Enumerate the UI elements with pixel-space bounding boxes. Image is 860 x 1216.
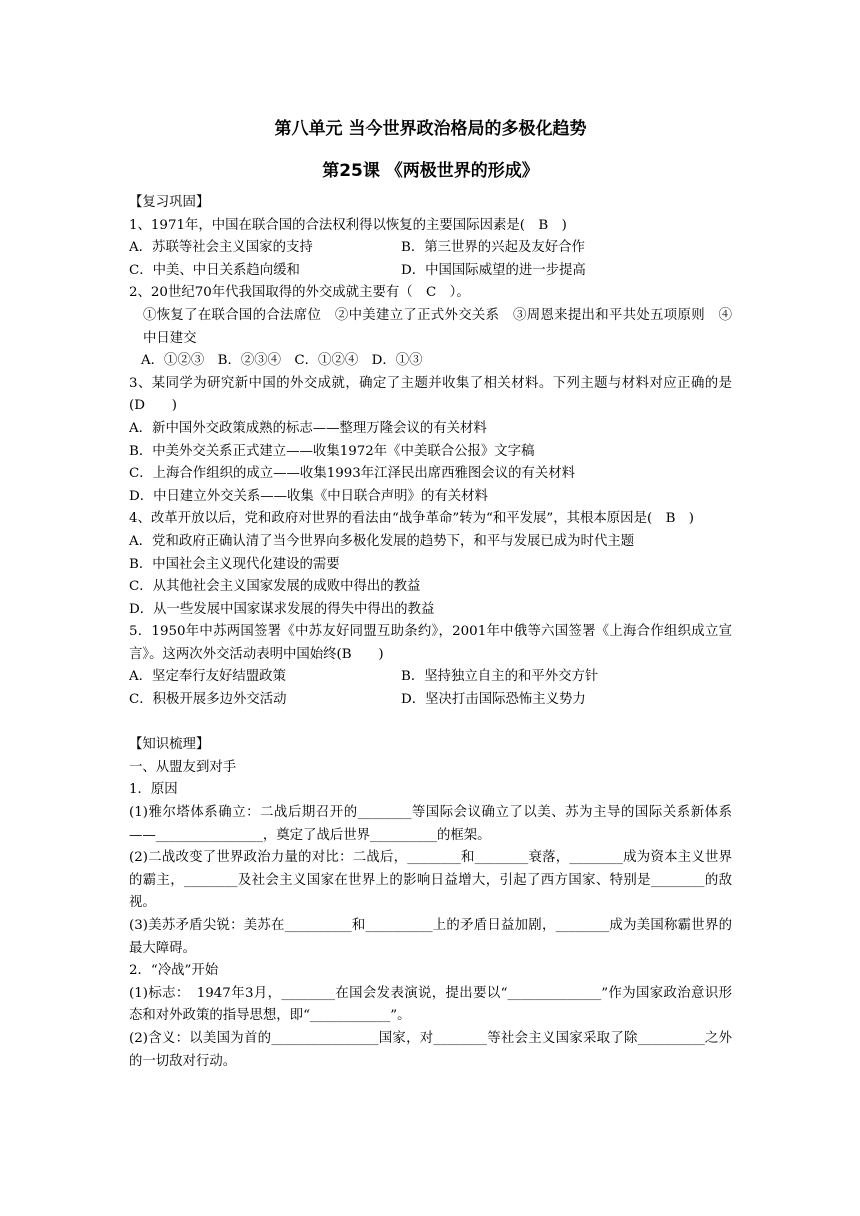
question-3-option-c: C．上海合作组织的成立——收集1993年江泽民出席西雅图会议的有关材料 — [129, 466, 576, 482]
section-1-heading: 一、从盟友到对手 — [129, 759, 237, 775]
question-1-options-row-1 — [129, 237, 732, 260]
cause-paragraph-2: (2)二战改变了世界政治力量的对比：二战后，________和________衰落，________成为资本主义世界的霸主，________及社会主义国家在世界上的影响日益增大，引起了西方国家、特别是________的敌视。 — [129, 850, 732, 911]
question-5-option-c: C．积极开展多边外交活动 — [129, 692, 287, 708]
section-spacer — [129, 712, 732, 735]
subsection-cause-heading: 1．原因 — [129, 782, 178, 798]
cold-war-paragraph-2: (2)含义：以美国为首的________________国家，对________等社会主义国家采取了除__________之外的一切敌对行动。 — [129, 1030, 732, 1069]
question-1-option-a: A．苏联等社会主义国家的支持 — [129, 240, 313, 256]
question-3-stem: 3、某同学为研究新中国的外交成就，确定了主题并收集了相关材料。下列主题与材料对应正确的是(D ) — [129, 375, 732, 414]
knowledge-header: 【知识梳理】 — [129, 737, 210, 753]
question-1-option-b: B．第三世界的兴起及友好合作 — [401, 240, 585, 256]
question-5-option-d: D．坚决打击国际恐怖主义势力 — [401, 692, 586, 708]
review-header: 【复习巩固】 — [129, 195, 210, 210]
question-4-option-a: A．党和政府正确认清了当今世界向多极化发展的趋势下，和平与发展已成为时代主题 — [129, 533, 635, 549]
question-5-options-row-2 — [129, 689, 732, 712]
question-5-options-row-1 — [129, 666, 732, 689]
question-2-options: A．①②③ B．②③④ C．①②④ D．①③ — [141, 353, 423, 369]
question-2-stem: 2、20世纪70年代我国取得的外交成就主要有（ C ）。 — [129, 285, 470, 301]
question-5-option-a: A．坚定奉行友好结盟政策 — [129, 669, 286, 685]
question-4-option-d: D．从一些发展中国家谋求发展的得失中得出的教益 — [129, 601, 435, 617]
cold-war-paragraph-1: (1)标志： 1947年3月，________在国会发表演说，提出要以“______________”作为国家政治意识形态和对外政策的指导思想，即“____________”。 — [129, 985, 732, 1024]
question-3-option-a: A．新中国外交政策成熟的标志——整理万隆会议的有关材料 — [129, 420, 487, 436]
subsection-cold-war-heading: 2．“冷战”开始 — [129, 963, 219, 979]
question-3-option-d: D．中日建立外交关系——收集《中日联合声明》的有关材料 — [129, 488, 488, 504]
question-1-option-c: C．中美、中日关系趋向缓和 — [129, 262, 300, 278]
question-4-stem: 4、改革开放以后，党和政府对世界的看法由“战争革命”转为“和平发展”，其根本原因是( B ) — [129, 511, 695, 527]
question-4-option-c: C．从其他社会主义国家发展的成败中得出的教益 — [129, 579, 421, 595]
question-3-option-b: B．中美外交关系正式建立——收集1972年《中美联合公报》文字稿 — [129, 443, 535, 459]
lesson-title: 第25课 《两极世界的形成》 — [322, 161, 539, 181]
question-4-option-b: B．中国社会主义现代化建设的需要 — [129, 556, 340, 572]
question-1-stem: 1、1971年，中国在联合国的合法权利得以恢复的主要国际因素是( B ) — [129, 217, 567, 233]
cause-paragraph-3: (3)美苏矛盾尖锐：美苏在__________和__________上的矛盾日益加剧，________成为美国称霸世界的最大障碍。 — [129, 918, 732, 956]
question-2-items: ①恢复了在联合国的合法席位 ②中美建立了正式外交关系 ③周恩来提出和平共处五项原则 ④中日建交 — [143, 307, 732, 346]
question-1-options-row-2 — [129, 260, 732, 283]
cause-paragraph-1: (1)雅尔塔体系确立：二战后期召开的________等国际会议确立了以美、苏为主导的国际关系新体系——________________，奠定了战后世界__________的框架。 — [129, 805, 732, 843]
question-1-option-d: D．中国国际威望的进一步提高 — [401, 262, 586, 278]
question-5-stem: 5．1950年中苏两国签署《中苏友好同盟互助条约》，2001年中俄等六国签署《上海合作组织成立宣言》。这两次外交活动表明中国始终(B ) — [129, 624, 732, 662]
unit-title: 第八单元 当今世界政治格局的多极化趋势 — [274, 119, 587, 139]
question-5-option-b: B．坚持独立自主的和平外交方针 — [401, 669, 599, 685]
document-page — [129, 112, 732, 1073]
